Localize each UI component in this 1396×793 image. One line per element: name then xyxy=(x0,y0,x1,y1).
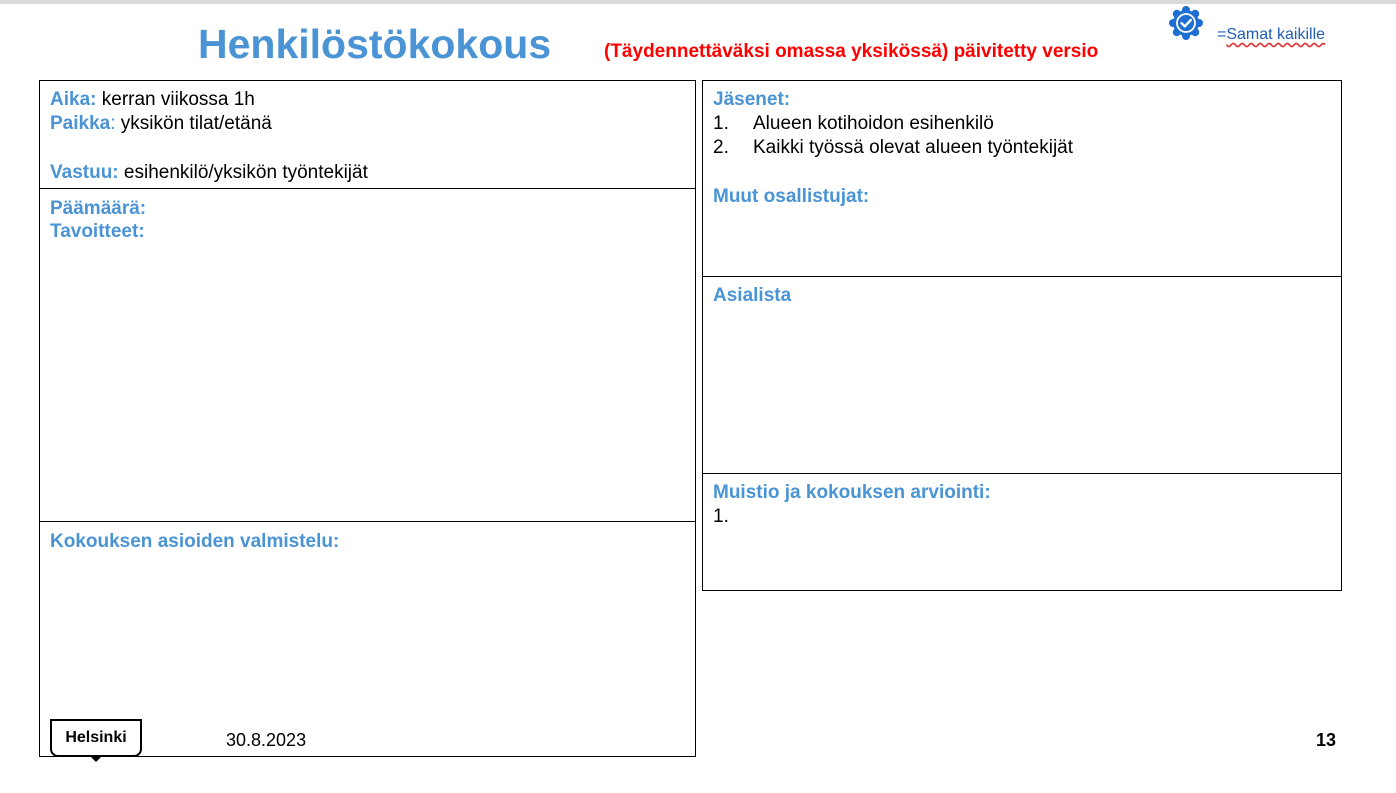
place-value: yksikön tilat/etänä xyxy=(120,113,272,134)
agenda-label: Asialista xyxy=(713,285,792,306)
minutes-first-item: 1. xyxy=(713,506,729,527)
list-item-text: Kaikki työssä olevat alueen työntekijät xyxy=(753,137,1074,158)
list-item-text: Alueen kotihoidon esihenkilö xyxy=(753,113,994,134)
members-label: Jäsenet: xyxy=(713,89,791,110)
time-value: kerran viikossa 1h xyxy=(101,89,255,110)
responsibility-row xyxy=(50,162,368,184)
place-row xyxy=(50,113,272,135)
purpose-label: Päämäärä: xyxy=(50,198,147,219)
responsibility-label: Vastuu: xyxy=(50,162,119,183)
minutes-box xyxy=(702,473,1342,591)
verified-check-icon xyxy=(1168,5,1204,41)
legend-text: Samat kaikille xyxy=(1226,26,1326,43)
minutes-label: Muistio ja kokouksen arviointi: xyxy=(713,482,991,503)
goals-box xyxy=(39,188,696,524)
legend-same-for-all[interactable] xyxy=(1217,25,1325,45)
preparation-label: Kokouksen asioiden valmistelu: xyxy=(50,531,340,552)
objectives-label: Tavoitteet: xyxy=(50,221,145,242)
place-label: Paikka xyxy=(50,113,111,134)
top-border xyxy=(0,0,1396,4)
helsinki-logo: Helsinki xyxy=(50,719,142,757)
agenda-box xyxy=(702,276,1342,475)
time-label: Aika: xyxy=(50,89,97,110)
place-colon: : xyxy=(110,113,116,134)
members-box xyxy=(702,80,1342,279)
list-item-number: 2. xyxy=(713,137,729,158)
page-subtitle: (Täydennettäväksi omassa yksikössä) päivitetty versio xyxy=(604,41,1099,62)
meeting-info-box xyxy=(39,80,696,190)
responsibility-value: esihenkilö/yksikön työntekijät xyxy=(123,162,368,183)
logo-tip-shape xyxy=(89,755,103,762)
list-item-number: 1. xyxy=(713,113,729,134)
page-number: 13 xyxy=(1316,730,1337,750)
legend-prefix: = xyxy=(1217,26,1227,43)
other-participants-label: Muut osallistujat: xyxy=(713,186,870,207)
footer-date: 30.8.2023 xyxy=(226,730,307,750)
page-title: Henkilöstökokous xyxy=(198,21,552,67)
time-row xyxy=(50,89,255,111)
